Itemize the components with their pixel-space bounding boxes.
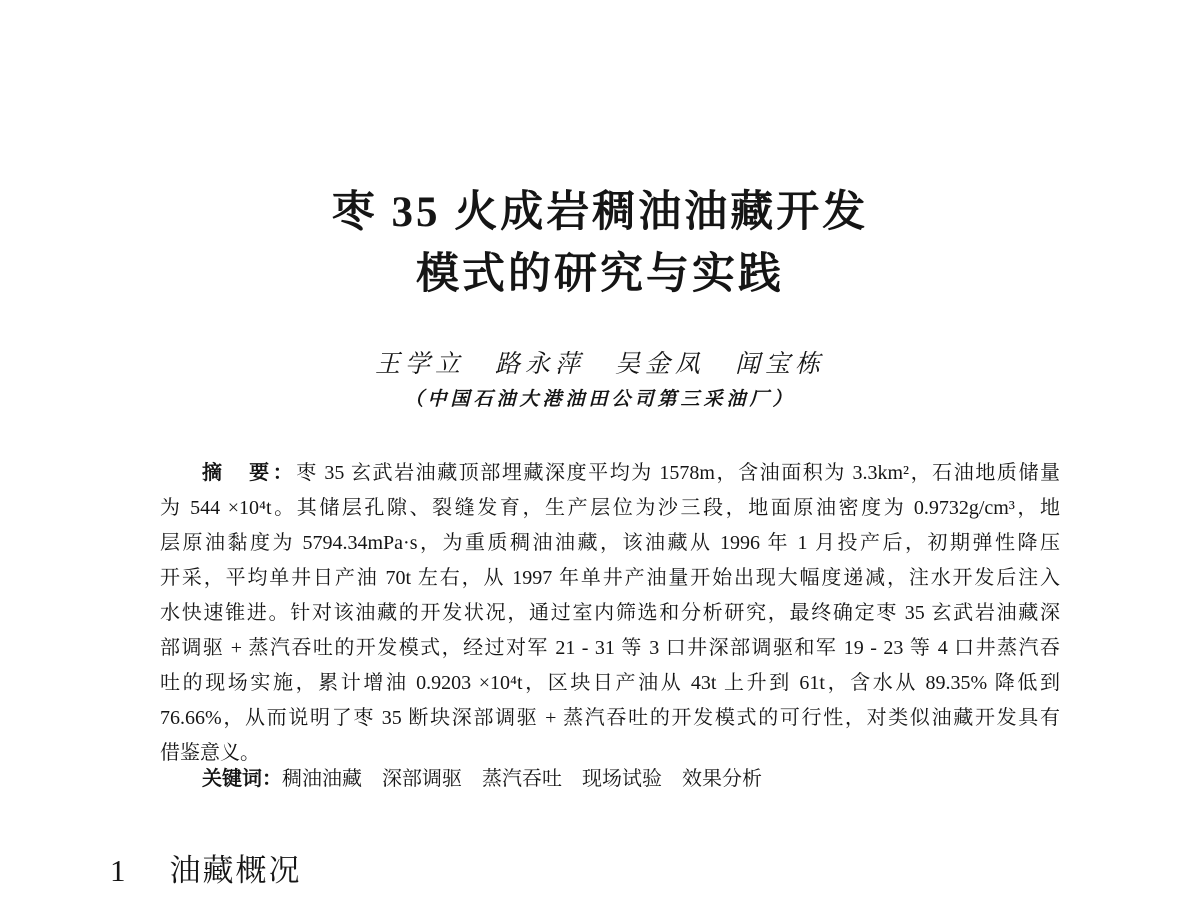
abstract-line: 76.66%，从而说明了枣 35 断块深部调驱 + 蒸汽吞吐的开发模式的可行性，对类似油藏开发具有 <box>160 707 1060 729</box>
abstract-line: 开采，平均单井日产油 70t 左右，从 1997 年单井产油量开始出现大幅度递减，注水开发后注入 <box>160 567 1060 589</box>
keywords-text: 稠油油藏 深部调驱 蒸汽吞吐 现场试验 效果分析 <box>282 768 762 790</box>
keywords-label: 关键词： <box>202 768 282 790</box>
abstract-line-text: 枣 35 玄武岩油藏顶部埋藏深度平均为 1578m，含油面积为 3.3km²，石油地质储量 <box>296 462 1060 484</box>
abstract-label: 摘 要： <box>202 462 297 484</box>
affiliation: （中国石油大港油田公司第三采油厂） <box>404 389 796 410</box>
section-number: 1 <box>110 853 126 888</box>
abstract-line: 借鉴意义。 <box>160 742 260 764</box>
paper-title-line-1: 枣 35 火成岩稠油油藏开发 <box>331 189 869 236</box>
keywords <box>160 762 1060 796</box>
section-title: 油藏概况 <box>169 853 302 888</box>
abstract-line: 层原油黏度为 5794.34mPa·s，为重质稠油油藏，该油藏从 1996 年 1 月投产后，初期弹性降压 <box>160 532 1060 554</box>
authors: 王学立 路永萍 吴金凤 闻宝栋 <box>374 351 825 378</box>
paper-title <box>0 182 1200 306</box>
abstract-line: 为 544 ×10⁴t。其储层孔隙、裂缝发育，生产层位为沙三段，地面原油密度为 0.9732g/cm³，地 <box>160 497 1060 519</box>
section-heading-1 <box>110 845 302 890</box>
paper-title-line-2: 模式的研究与实践 <box>416 251 784 298</box>
abstract-line <box>160 456 1060 491</box>
abstract <box>160 456 1060 771</box>
abstract-line: 吐的现场实施，累计增油 0.9203 ×10⁴t，区块日产油从 43t 上升到 61t，含水从 89.35% 降低到 <box>160 672 1060 694</box>
abstract-line: 部调驱 + 蒸汽吞吐的开发模式，经过对军 21 - 31 等 3 口井深部调驱和军 19 - 23 等 4 口井蒸汽吞 <box>160 637 1060 659</box>
abstract-line: 水快速锥进。针对该油藏的开发状况，通过室内筛选和分析研究，最终确定枣 35 玄武岩油藏深 <box>160 602 1060 624</box>
